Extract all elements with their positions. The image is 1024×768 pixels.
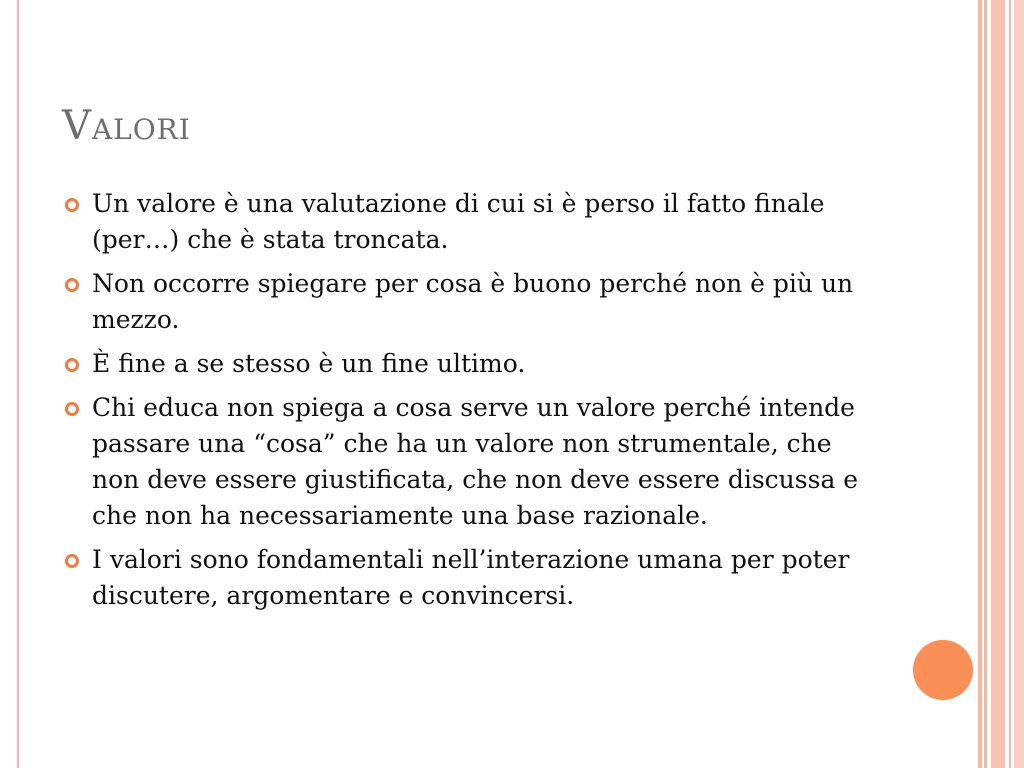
ring-bullet-icon [65, 278, 79, 292]
bullet-item [62, 266, 882, 338]
right-frame-band [1009, 0, 1011, 768]
right-frame-band [1014, 0, 1024, 768]
bullet-text: Un valore è una valutazione di cui si è perso il fatto finale (per…) che è stata troncata. [92, 189, 825, 254]
bullet-text: È fine a se stesso è un fine ultimo. [92, 349, 526, 378]
ring-bullet-icon [65, 402, 79, 416]
slide-content [62, 186, 882, 622]
bullet-item [62, 542, 882, 614]
bullet-text: Chi educa non spiega a cosa serve un valore perché intende passare una “cosa” che ha un valore non strumentale, che non deve essere giustificata, che non deve essere discussa e che non ha necessariamente una base razionale. [92, 393, 859, 530]
bullet-text: Non occorre spiegare per cosa è buono perché non è più un mezzo. [92, 269, 854, 334]
bullet-item [62, 390, 882, 534]
slide-title: Valori [62, 103, 191, 149]
right-frame-band [978, 0, 982, 768]
ring-bullet-icon [65, 554, 79, 568]
left-frame-line [17, 0, 19, 768]
bullet-list [62, 186, 882, 614]
orange-accent-circle [913, 640, 973, 700]
ring-bullet-icon [65, 358, 79, 372]
bullet-text: I valori sono fondamentali nell’interazione umana per poter discutere, argomentare e convincersi. [92, 545, 850, 610]
ring-bullet-icon [65, 198, 79, 212]
bullet-item [62, 186, 882, 258]
bullet-item [62, 346, 882, 382]
right-frame-band [991, 0, 1005, 768]
right-frame-band [984, 0, 987, 768]
